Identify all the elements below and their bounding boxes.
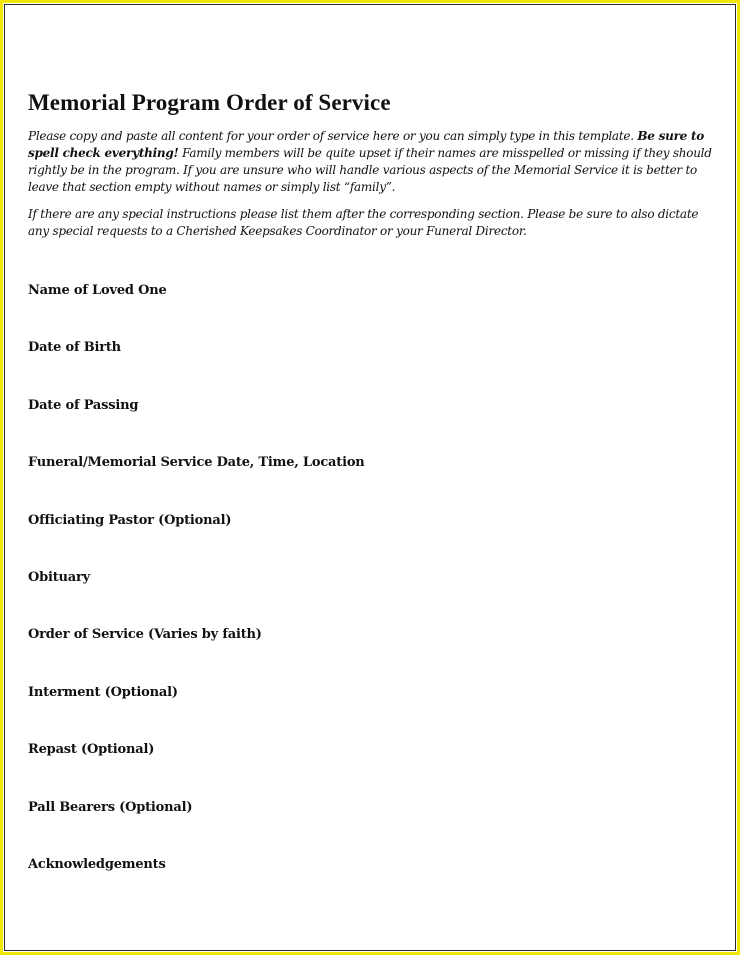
section-date-of-passing: Date of Passing xyxy=(28,397,139,413)
section-date-of-birth: Date of Birth xyxy=(28,340,121,356)
section-list xyxy=(28,282,718,913)
section-repast: Repast (Optional) xyxy=(28,742,155,758)
section-obituary: Obituary xyxy=(28,569,91,585)
section-name-of-loved-one: Name of Loved One xyxy=(28,283,167,298)
section-service-date-time-location: Funeral/Memorial Service Date, Time, Location xyxy=(28,455,365,471)
section-officiating-pastor: Officiating Pastor (Optional) xyxy=(28,512,232,528)
intro-paragraph xyxy=(28,128,718,196)
intro-text-part-1: Please copy and paste all content for your order of service here or you can simply type in this template. xyxy=(28,129,638,143)
instructions-paragraph: If there are any special instructions please list them after the corresponding section. Please be sure to also dictate any special requests to a Cherished Keepsakes Coordinator or your Funeral Director. xyxy=(28,207,699,238)
spell-check-emphasis: Be sure to spell check everything! xyxy=(28,129,705,160)
section-acknowledgements: Acknowledgements xyxy=(28,856,166,872)
document-header xyxy=(28,88,718,240)
section-order-of-service: Order of Service (Varies by faith) xyxy=(28,627,262,643)
section-pall-bearers: Pall Bearers (Optional) xyxy=(28,799,193,815)
section-interment: Interment (Optional) xyxy=(28,684,178,700)
intro-text-part-2: Family members will be quite upset if their names are misspelled or missing if they should rightly be in the program. If you are unsure who will handle various aspects of the Memorial Service it is better to leave that section empty without names or simply list “family”. xyxy=(28,146,712,194)
page-title: Memorial Program Order of Service xyxy=(28,90,391,115)
